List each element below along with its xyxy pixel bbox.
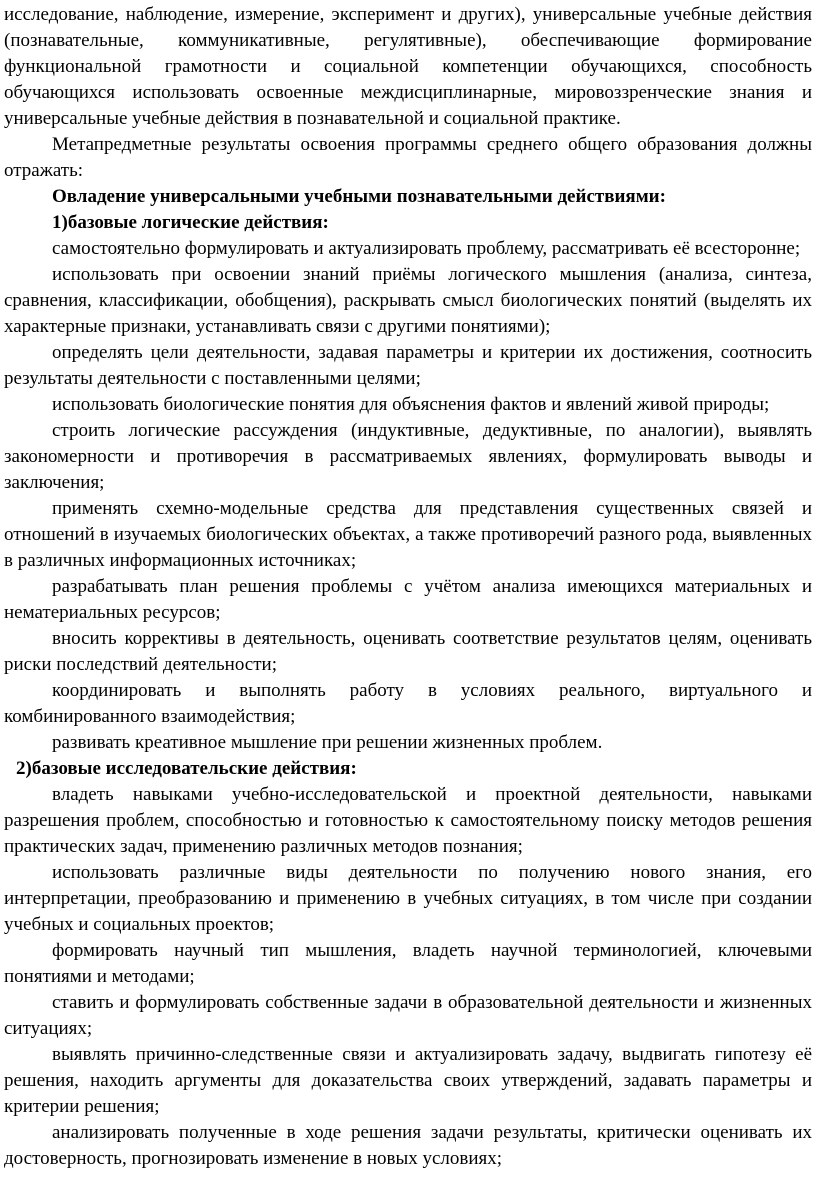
logical-action-item: использовать при освоении знаний приёмы логического мышления (анализа, синтеза, сравнения, классификации, обобщения), раскрывать смысл биологических понятий (выделять их характерные признаки, устанавливать связи с другими понятиями); bbox=[4, 264, 812, 337]
logical-action-item: вносить коррективы в деятельность, оценивать соответствие результатов целям, оценивать риски последствий деятельности; bbox=[4, 628, 812, 675]
research-actions-heading: 2)базовые исследовательские действия: bbox=[16, 758, 357, 779]
research-action-item: анализировать полученные в ходе решения задачи результаты, критически оценивать их достоверность, прогнозировать изменение в новых условиях; bbox=[4, 1122, 812, 1169]
logical-actions-heading: 1)базовые логические действия: bbox=[52, 212, 329, 233]
research-action-item: ставить и формулировать собственные задачи в образовательной деятельности и жизненных ситуациях; bbox=[4, 992, 812, 1039]
research-action-item: выявлять причинно-следственные связи и актуализировать задачу, выдвигать гипотезу её решения, находить аргументы для доказательства своих утверждений, задавать параметры и критерии решения; bbox=[4, 1044, 812, 1117]
research-action-item: использовать различные виды деятельности по получению нового знания, его интерпретации, преобразованию и применению в учебных ситуациях, в том числе при создании учебных и социальных проектов; bbox=[4, 862, 812, 935]
meta-results-intro-paragraph: Метапредметные результаты освоения программы среднего общего образования должны отражать: bbox=[4, 134, 812, 181]
logical-action-item: координировать и выполнять работу в условиях реального, виртуального и комбинированного взаимодействия; bbox=[4, 680, 812, 727]
research-action-item: формировать научный тип мышления, владеть научной терминологией, ключевыми понятиями и методами; bbox=[4, 940, 812, 987]
logical-action-item: разрабатывать план решения проблемы с учётом анализа имеющихся материальных и нематериальных ресурсов; bbox=[4, 576, 812, 623]
logical-action-item: развивать креативное мышление при решении жизненных проблем. bbox=[52, 732, 603, 753]
logical-action-item: использовать биологические понятия для объяснения фактов и явлений живой природы; bbox=[52, 394, 770, 415]
logical-action-item: определять цели деятельности, задавая параметры и критерии их достижения, соотносить результаты деятельности с поставленными целями; bbox=[4, 342, 812, 389]
research-action-item: владеть навыками учебно-исследовательской и проектной деятельности, навыками разрешения проблем, способностью и готовностью к самостоятельному поиску методов решения практических задач, применению различных методов познания; bbox=[4, 784, 812, 857]
intro-continuation-paragraph: исследование, наблюдение, измерение, эксперимент и других), универсальные учебные действия (познавательные, коммуникативные, регулятивные), обеспечивающие формирование функциональной грамотности и социальной компетенции обучающихся, способность обучающихся использовать освоенные междисциплинарные, мировоззренческие знания и универсальные учебные действия в познавательной и социальной практике. bbox=[4, 4, 812, 129]
logical-action-item: строить логические рассуждения (индуктивные, дедуктивные, по аналогии), выявлять закономерности и противоречия в рассматриваемых явлениях, формулировать выводы и заключения; bbox=[4, 420, 812, 493]
logical-action-item: самостоятельно формулировать и актуализировать проблему, рассматривать её всесторонне; bbox=[52, 238, 801, 259]
logical-action-item: применять схемно-модельные средства для представления существенных связей и отношений в изучаемых биологических объектах, а также противоречий разного рода, выявленных в различных информационных источниках; bbox=[4, 498, 812, 571]
section-heading: Овладение универсальными учебными познавательными действиями: bbox=[52, 186, 666, 207]
